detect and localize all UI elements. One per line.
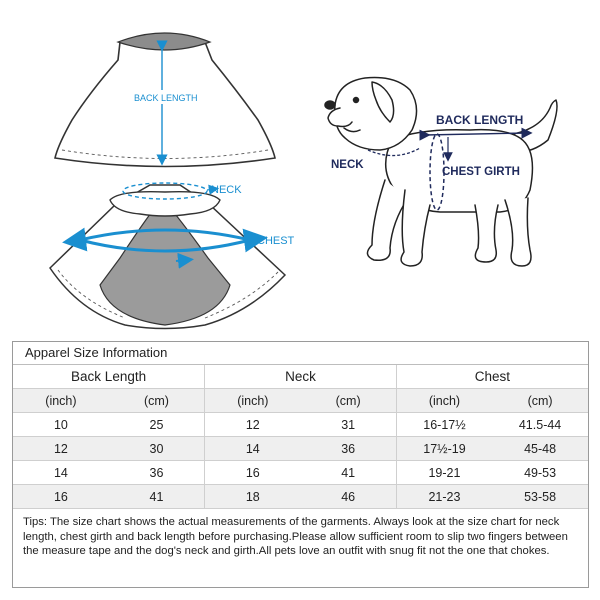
table-row <box>13 413 588 437</box>
group-header-neck: Neck <box>205 365 397 389</box>
size-table <box>13 365 588 509</box>
table-cell: 25 <box>109 413 205 437</box>
table-cell: 16 <box>13 485 109 509</box>
unit-cell: (inch) <box>205 389 301 413</box>
table-row <box>13 437 588 461</box>
table-cell: 12 <box>13 437 109 461</box>
size-chart <box>12 341 589 588</box>
group-header-back-length: Back Length <box>13 365 205 389</box>
table-cell: 12 <box>205 413 301 437</box>
back-length-label-dog: BACK LENGTH <box>436 113 524 127</box>
table-cell: 16-17½ <box>396 413 492 437</box>
table-cell: 41 <box>300 461 396 485</box>
chest-girth-label-dog: CHEST GIRTH <box>442 166 520 178</box>
table-cell: 19-21 <box>396 461 492 485</box>
table-cell: 30 <box>109 437 205 461</box>
back-length-label-small: BACK LENGTH <box>134 93 198 103</box>
table-cell: 49-53 <box>492 461 588 485</box>
table-cell: 17½-19 <box>396 437 492 461</box>
chest-label-small: CHEST <box>257 235 295 247</box>
table-row <box>13 461 588 485</box>
neck-label-small: NECK <box>211 184 242 196</box>
table-cell: 41.5-44 <box>492 413 588 437</box>
table-cell: 18 <box>205 485 301 509</box>
group-header-chest: Chest <box>396 365 588 389</box>
unit-cell: (inch) <box>13 389 109 413</box>
table-row <box>13 485 588 509</box>
table-cell: 46 <box>300 485 396 509</box>
table-cell: 36 <box>300 437 396 461</box>
table-cell: 45-48 <box>492 437 588 461</box>
table-cell: 14 <box>205 437 301 461</box>
cape-open-drawing <box>50 183 285 329</box>
table-cell: 53-58 <box>492 485 588 509</box>
table-cell: 21-23 <box>396 485 492 509</box>
neck-label-dog: NECK <box>331 159 364 171</box>
table-cell: 14 <box>13 461 109 485</box>
table-cell: 41 <box>109 485 205 509</box>
table-cell: 36 <box>109 461 205 485</box>
table-unit-row <box>13 389 588 413</box>
unit-cell: (inch) <box>396 389 492 413</box>
unit-cell: (cm) <box>492 389 588 413</box>
unit-cell: (cm) <box>109 389 205 413</box>
table-cell: 16 <box>205 461 301 485</box>
table-group-header-row <box>13 365 588 389</box>
table-cell: 10 <box>13 413 109 437</box>
size-chart-title: Apparel Size Information <box>13 342 588 365</box>
table-cell: 31 <box>300 413 396 437</box>
tips-text: Tips: The size chart shows the actual measurements of the garments. Always look at the size chart for neck length, chest girth and back length before purchasing.Please allow sufficient room to slip two fingers between the measure tape and the dog's neck and girth.All pets love an outfit with snug fit not the one that chokes. <box>23 516 568 557</box>
dog-drawing <box>325 78 557 267</box>
unit-cell: (cm) <box>300 389 396 413</box>
